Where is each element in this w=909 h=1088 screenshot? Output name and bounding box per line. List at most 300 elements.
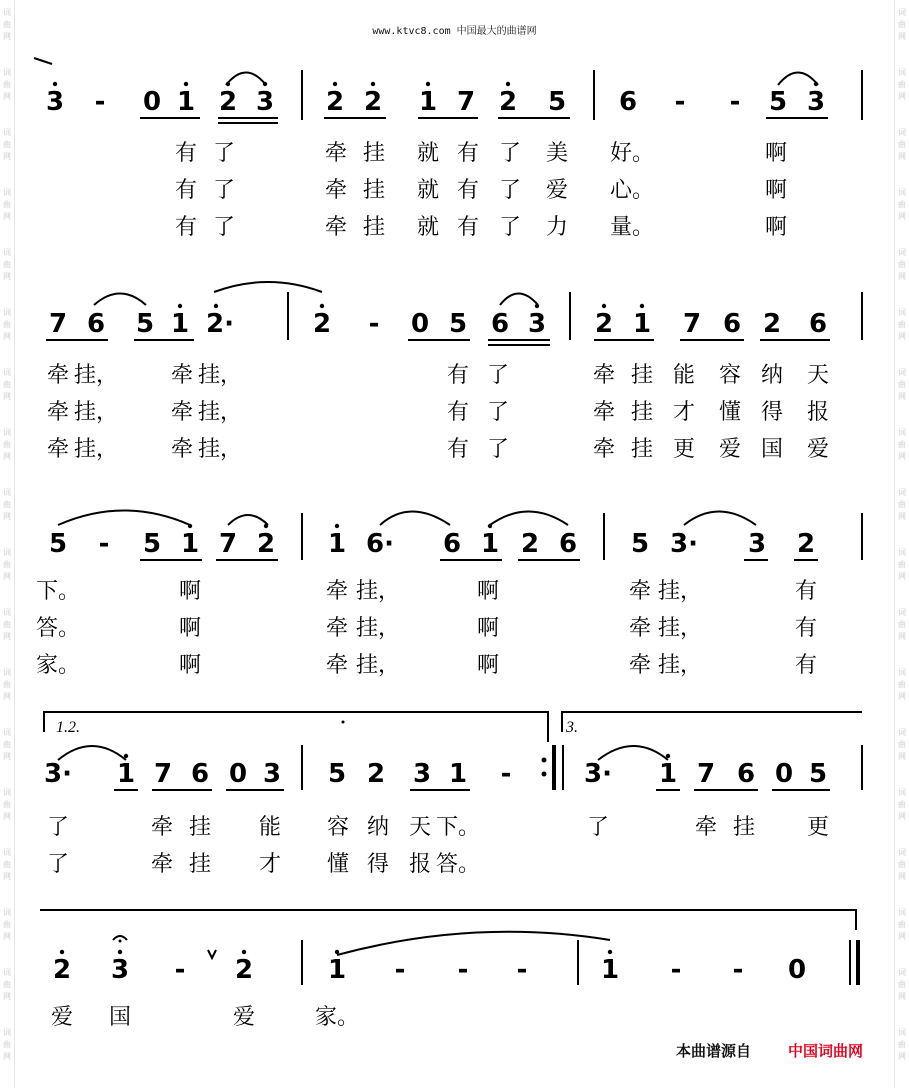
lyric: 有 (794, 616, 818, 641)
note: 1 (448, 759, 468, 789)
note: 5 (48, 529, 68, 559)
lyric: 啊 (764, 178, 788, 203)
lyric: 了 (46, 815, 70, 840)
octave-dot (53, 82, 57, 86)
lyric: 美 (545, 141, 569, 166)
watermark-glyph: 曲 (898, 740, 906, 749)
watermark-glyph: 词 (3, 308, 11, 317)
note: 2 (312, 309, 332, 339)
source-site: 中国词曲网 (788, 1042, 864, 1060)
note: 3 (255, 87, 275, 117)
note: 6 (808, 309, 828, 339)
lyric: 报 (806, 400, 830, 425)
lyric: 挂 (630, 437, 654, 462)
watermark-glyph: 网 (898, 152, 906, 161)
lyric: 得 (760, 400, 784, 425)
lyric: 得 (366, 852, 390, 877)
note: 2 (52, 955, 72, 985)
octave-dot (320, 304, 324, 308)
octave-dot (188, 524, 192, 528)
lyric: 好。 (609, 141, 655, 166)
watermark-glyph: 网 (898, 92, 906, 101)
lyric: 牵 (628, 579, 652, 604)
watermark-glyph: 曲 (3, 140, 11, 149)
watermark-glyph: 网 (3, 992, 11, 1001)
octave-dot (118, 950, 122, 954)
octave-dot (60, 950, 64, 954)
octave-dot (426, 82, 430, 86)
watermark-glyph: 词 (898, 8, 906, 17)
lyric: 了 (212, 215, 236, 240)
lyric: 挂， (355, 616, 401, 641)
lyric: 更 (806, 815, 830, 840)
watermark-glyph: 网 (898, 932, 906, 941)
watermark-glyph: 词 (898, 728, 906, 737)
watermark-glyph: 曲 (3, 80, 11, 89)
lyric: 挂 (188, 815, 212, 840)
watermark-glyph: 词 (898, 368, 906, 377)
watermark-glyph: 词 (3, 548, 11, 557)
watermark-glyph: 曲 (898, 980, 906, 989)
lyric: 啊 (764, 215, 788, 240)
note: 6 (86, 309, 106, 339)
lyric: 啊 (178, 653, 202, 678)
octave-dot (488, 524, 492, 528)
octave-dot (506, 82, 510, 86)
lyric: 力 (545, 215, 569, 240)
watermark-glyph: 网 (3, 572, 11, 581)
lyric: 爱 (718, 437, 742, 462)
lyric: 有 (174, 178, 198, 203)
watermark-glyph: 词 (3, 668, 11, 677)
lyric: 了 (498, 215, 522, 240)
watermark-glyph: 词 (898, 488, 906, 497)
lyric: 懂 (326, 852, 350, 877)
lyric: 爱 (232, 1005, 256, 1030)
lyric: 挂 (362, 178, 386, 203)
note: 5 (142, 529, 162, 559)
note: 1 (327, 955, 347, 985)
source-label: 本曲谱源自 (676, 1042, 752, 1060)
watermark-glyph: 词 (3, 188, 11, 197)
watermark-glyph: 词 (898, 788, 906, 797)
lyric: 牵 (592, 400, 616, 425)
watermark-glyph: 词 (898, 308, 906, 317)
watermark-glyph: 曲 (898, 140, 906, 149)
lyric: 纳 (760, 363, 784, 388)
note: 2 (363, 87, 383, 117)
lyric: 挂， (73, 363, 119, 388)
note: - (368, 309, 380, 339)
watermark-glyph: 曲 (898, 620, 906, 629)
lyric: 容 (718, 363, 742, 388)
watermark-glyph: 曲 (3, 260, 11, 269)
note: 1 (116, 759, 136, 789)
note: 1 (658, 759, 678, 789)
watermark-glyph: 曲 (898, 80, 906, 89)
watermark-glyph: 网 (3, 512, 11, 521)
watermark-glyph: 网 (3, 1052, 11, 1061)
lyric: 挂 (732, 815, 756, 840)
watermark-glyph: 词 (3, 368, 11, 377)
octave-dot (602, 304, 606, 308)
note: 6 (442, 529, 462, 559)
lyric: 量。 (609, 215, 655, 240)
lyric: 天 (806, 363, 830, 388)
lyric: 挂 (362, 141, 386, 166)
lyric: 挂， (197, 437, 243, 462)
note: 7 (48, 309, 68, 339)
watermark-glyph: 网 (3, 752, 11, 761)
lyric: 爱 (545, 178, 569, 203)
lyric: 国 (760, 437, 784, 462)
note: - (98, 529, 110, 559)
watermark-glyph: 词 (898, 968, 906, 977)
lyric: 懂 (718, 400, 742, 425)
note: 2 (256, 529, 276, 559)
lyric: 了 (486, 363, 510, 388)
note: 6 (736, 759, 756, 789)
watermark-glyph: 网 (3, 932, 11, 941)
lyric: 国 (108, 1005, 132, 1030)
lyric: 有 (446, 437, 470, 462)
lyric: 牵 (46, 400, 70, 425)
lyric: 天 (408, 815, 432, 840)
lyric: 了 (586, 815, 610, 840)
watermark-glyph: 曲 (898, 680, 906, 689)
note: 3 (747, 529, 767, 559)
note: 2 (520, 529, 540, 559)
lyric: 能 (672, 363, 696, 388)
watermark-glyph: 词 (3, 848, 11, 857)
watermark-glyph: 曲 (898, 860, 906, 869)
lyric: 牵 (170, 437, 194, 462)
note: 1 (180, 529, 200, 559)
note: 3 (262, 759, 282, 789)
lyric: 啊 (178, 579, 202, 604)
watermark-glyph: 曲 (3, 680, 11, 689)
lyric: 挂， (355, 579, 401, 604)
watermark-glyph: 曲 (3, 200, 11, 209)
watermark-glyph: 网 (3, 92, 11, 101)
watermark-glyph: 词 (3, 608, 11, 617)
note: 2 (796, 529, 816, 559)
watermark-glyph: 曲 (898, 320, 906, 329)
note: 0 (410, 309, 430, 339)
watermark-glyph: 网 (898, 512, 906, 521)
octave-dot (535, 304, 539, 308)
lyric: 啊 (764, 141, 788, 166)
lyric: 牵 (694, 815, 718, 840)
octave-dot (184, 82, 188, 86)
watermark-glyph: 词 (3, 248, 11, 257)
watermark-glyph: 网 (3, 392, 11, 401)
note: 2 (234, 955, 254, 985)
watermark-glyph: 曲 (898, 1040, 906, 1049)
watermark-glyph: 网 (3, 212, 11, 221)
watermark-glyph: 词 (898, 248, 906, 257)
note: 7 (456, 87, 476, 117)
octave-dot (242, 950, 246, 954)
note: - (457, 955, 469, 985)
octave-dot (263, 82, 267, 86)
note: - (500, 759, 512, 789)
lyric: 有 (456, 178, 480, 203)
watermark-glyph: 曲 (3, 560, 11, 569)
note: 6 (190, 759, 210, 789)
lyric: 能 (258, 815, 282, 840)
lyric: 下。 (35, 579, 81, 604)
lyric: 纳 (366, 815, 390, 840)
note: 7 (153, 759, 173, 789)
lyric: 挂， (73, 437, 119, 462)
watermark-glyph: 网 (3, 872, 11, 881)
watermark-glyph: 网 (3, 272, 11, 281)
lyric: 啊 (476, 616, 500, 641)
lyric: 有 (456, 215, 480, 240)
watermark-glyph: 词 (898, 128, 906, 137)
note: 6· (366, 529, 394, 559)
watermark-glyph: 曲 (898, 800, 906, 809)
note: - (732, 955, 744, 985)
note: 2 (498, 87, 518, 117)
watermark-glyph: 网 (3, 152, 11, 161)
note: 7 (696, 759, 716, 789)
note: 0 (228, 759, 248, 789)
watermark-glyph: 词 (3, 968, 11, 977)
lyric: 了 (486, 400, 510, 425)
lyric: 心。 (609, 178, 655, 203)
note: 6 (618, 87, 638, 117)
ending-1-2-label: 1.2. (56, 719, 80, 736)
octave-dot (666, 754, 670, 758)
note: 1 (170, 309, 190, 339)
lyric: 有 (446, 363, 470, 388)
lyric: 牵 (150, 852, 174, 877)
watermark-glyph: 曲 (898, 380, 906, 389)
note: 7 (218, 529, 238, 559)
lyric: 牵 (46, 363, 70, 388)
watermark-glyph: 词 (898, 668, 906, 677)
lyric: 家。 (35, 653, 81, 678)
note: 3 (527, 309, 547, 339)
note: 1 (480, 529, 500, 559)
watermark-glyph: 曲 (898, 500, 906, 509)
lyric: 有 (794, 653, 818, 678)
lyric: 牵 (324, 141, 348, 166)
watermark-glyph: 词 (898, 848, 906, 857)
lyric: 挂 (630, 363, 654, 388)
watermark-glyph: 网 (898, 452, 906, 461)
lyric: 啊 (476, 653, 500, 678)
note: 5 (808, 759, 828, 789)
lyric: 了 (498, 178, 522, 203)
watermark-glyph: 网 (898, 692, 906, 701)
watermark-glyph: 曲 (3, 860, 11, 869)
watermark-glyph: 网 (898, 872, 906, 881)
note: 7 (682, 309, 702, 339)
watermark-glyph: 网 (898, 392, 906, 401)
watermark-glyph: 曲 (3, 800, 11, 809)
note: 2 (325, 87, 345, 117)
watermark-glyph: 词 (3, 1028, 11, 1037)
site-name: 中国最大的曲谱网 (456, 26, 537, 37)
lyric: 才 (672, 400, 696, 425)
watermark-glyph: 网 (3, 32, 11, 41)
note: - (516, 955, 528, 985)
lyric: 了 (212, 178, 236, 203)
lyric: 挂， (197, 363, 243, 388)
note: 2 (762, 309, 782, 339)
note: - (674, 87, 686, 117)
watermark-glyph: 曲 (3, 380, 11, 389)
lyric: 家。 (314, 1005, 360, 1030)
lyric: 挂 (188, 852, 212, 877)
lyric: 挂 (630, 400, 654, 425)
watermark-glyph: 曲 (898, 920, 906, 929)
note: 0 (774, 759, 794, 789)
lyric: 挂， (657, 616, 703, 641)
watermark-glyph: 网 (898, 212, 906, 221)
watermark-glyph: 曲 (898, 260, 906, 269)
lyric: 牵 (325, 616, 349, 641)
lyric: 更 (672, 437, 696, 462)
lyric: 有 (174, 215, 198, 240)
note: 5 (630, 529, 650, 559)
lyric: 了 (486, 437, 510, 462)
lyric: 啊 (178, 616, 202, 641)
lyric: 挂， (355, 653, 401, 678)
lyric: 牵 (324, 178, 348, 203)
watermark-glyph: 曲 (3, 500, 11, 509)
lyric: 牵 (325, 579, 349, 604)
note: 1 (600, 955, 620, 985)
watermark-glyph: 曲 (3, 1040, 11, 1049)
note: 0 (142, 87, 162, 117)
watermark-glyph: 词 (898, 188, 906, 197)
lyric: 挂 (362, 215, 386, 240)
note: - (670, 955, 682, 985)
lyric: 牵 (150, 815, 174, 840)
lyric: 挂， (197, 400, 243, 425)
lyric: 了 (46, 852, 70, 877)
lyric: 答。 (435, 852, 481, 877)
note: 3 (110, 955, 130, 985)
watermark-glyph: 曲 (898, 20, 906, 29)
watermark-glyph: 网 (898, 1052, 906, 1061)
note: 6 (558, 529, 578, 559)
watermark-glyph: 网 (898, 272, 906, 281)
watermark-glyph: 曲 (3, 440, 11, 449)
watermark-glyph: 曲 (3, 740, 11, 749)
watermark-glyph: 网 (3, 632, 11, 641)
lyric: 牵 (628, 616, 652, 641)
lyric: 答。 (35, 616, 81, 641)
lyric: 爱 (50, 1005, 74, 1030)
lyric: 下。 (435, 815, 481, 840)
note: - (174, 955, 186, 985)
note: 3· (670, 529, 698, 559)
watermark-glyph: 词 (898, 1028, 906, 1037)
watermark-glyph: 网 (898, 752, 906, 761)
note: 5 (448, 309, 468, 339)
watermark-glyph: 词 (898, 908, 906, 917)
octave-dot (335, 524, 339, 528)
note: 3 (45, 87, 65, 117)
watermark-glyph: 词 (3, 428, 11, 437)
note: 2· (206, 309, 234, 339)
watermark-glyph: 曲 (3, 20, 11, 29)
octave-dot (214, 304, 218, 308)
lyric: 牵 (46, 437, 70, 462)
lyric: 牵 (592, 363, 616, 388)
note: 6 (722, 309, 742, 339)
watermark-glyph: 词 (3, 728, 11, 737)
note: 2 (218, 87, 238, 117)
note: 5 (327, 759, 347, 789)
note: 5 (135, 309, 155, 339)
watermark-glyph: 曲 (3, 920, 11, 929)
octave-dot (226, 82, 230, 86)
lyric: 牵 (170, 363, 194, 388)
note: 1 (176, 87, 196, 117)
octave-dot (371, 82, 375, 86)
lyric: 牵 (628, 653, 652, 678)
lyric: 就 (416, 141, 440, 166)
watermark-glyph: 网 (3, 332, 11, 341)
watermark-glyph: 词 (3, 908, 11, 917)
note: - (94, 87, 106, 117)
note: 6 (490, 309, 510, 339)
lyric: 挂， (657, 653, 703, 678)
octave-dot (178, 304, 182, 308)
watermark-glyph: 词 (3, 488, 11, 497)
lyric: 报 (408, 852, 432, 877)
watermark-glyph: 曲 (3, 980, 11, 989)
watermark-glyph: 词 (898, 428, 906, 437)
watermark-glyph: 网 (898, 812, 906, 821)
lyric: 啊 (476, 579, 500, 604)
watermark-glyph: 曲 (898, 440, 906, 449)
lyric: 牵 (170, 400, 194, 425)
octave-dot (333, 82, 337, 86)
watermark-glyph: 网 (3, 812, 11, 821)
note: 3 (806, 87, 826, 117)
octave-dot (814, 82, 818, 86)
octave-dot (264, 524, 268, 528)
lyric: 有 (174, 141, 198, 166)
watermark-glyph: 词 (898, 608, 906, 617)
watermark-glyph: 曲 (3, 620, 11, 629)
watermark-glyph: 词 (3, 128, 11, 137)
lyric: 了 (212, 141, 236, 166)
watermark-glyph: 网 (3, 452, 11, 461)
note: 2 (594, 309, 614, 339)
site-url: www.ktvc8.com (372, 26, 451, 37)
lyric: 挂， (73, 400, 119, 425)
watermark-glyph: 曲 (898, 200, 906, 209)
watermark-glyph: 词 (3, 788, 11, 797)
watermark-glyph: 词 (898, 68, 906, 77)
note: 1 (327, 529, 347, 559)
lyric: 牵 (325, 653, 349, 678)
lyric: 牵 (324, 215, 348, 240)
watermark-glyph: 曲 (3, 320, 11, 329)
watermark-glyph: 网 (898, 632, 906, 641)
watermark-glyph: 网 (898, 332, 906, 341)
lyric: 有 (456, 141, 480, 166)
note: - (394, 955, 406, 985)
